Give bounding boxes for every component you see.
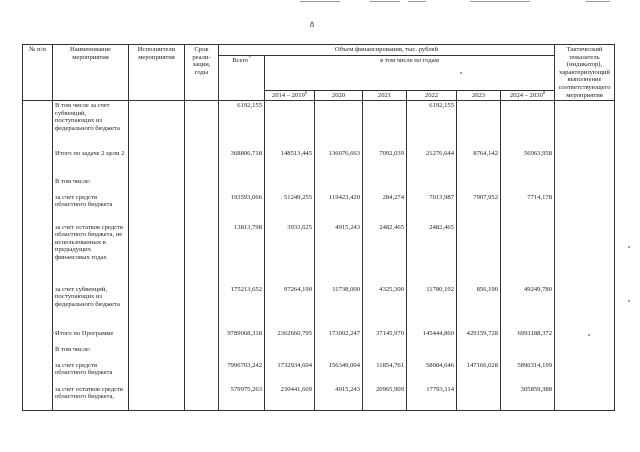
table-row — [23, 345, 615, 361]
cell-name: В том числе: — [53, 345, 129, 361]
cell-y2022: 21276,644 — [407, 149, 457, 177]
cell-y2022: 145444,860 — [407, 329, 457, 345]
cell-num — [23, 193, 53, 223]
cell-num — [23, 177, 53, 193]
cell-term — [185, 285, 219, 329]
header-indicator: Тактический показатель (индикатор), характеризующий выполнение соответствующего мероприятия — [555, 45, 615, 101]
cell-name: за счет средств областного бюджета — [53, 193, 129, 223]
cell-y2022: 11780,192 — [407, 285, 457, 329]
cell-y2022: 7013,987 — [407, 193, 457, 223]
header-year: 2020 — [315, 90, 363, 101]
cell-indicator — [555, 149, 615, 177]
cell-executors — [129, 149, 185, 177]
cell-total: 7996703,242 — [219, 361, 265, 385]
header-volume: Объем финансирования, тыс. рублей — [219, 45, 555, 56]
cell-y2014: 51249,255 — [265, 193, 315, 223]
cell-indicator — [555, 385, 615, 411]
cell-y2021: 2482,465 — [363, 223, 407, 285]
cell-y2024 — [501, 223, 555, 285]
header-num: № п/п — [23, 45, 53, 101]
header-executors: Исполнители мероприятия — [129, 45, 185, 101]
table-row — [23, 101, 615, 149]
cell-y2021: 4325,300 — [363, 285, 407, 329]
table-body — [23, 101, 615, 411]
cell-name: за счет остатков средств областного бюджета, — [53, 385, 129, 411]
cell-total: 368806,718 — [219, 149, 265, 177]
cell-executors — [129, 385, 185, 411]
cell-executors — [129, 361, 185, 385]
cell-y2014: 97264,190 — [265, 285, 315, 329]
cell-y2020: 136076,663 — [315, 149, 363, 177]
cell-y2023: 147166,028 — [457, 361, 501, 385]
cell-y2020: 173002,247 — [315, 329, 363, 345]
cell-y2024: 305859,388 — [501, 385, 555, 411]
cell-y2022: 2482,465 — [407, 223, 457, 285]
cell-y2021 — [363, 177, 407, 193]
cell-num — [23, 101, 53, 149]
cell-term — [185, 101, 219, 149]
cell-y2020: 4915,243 — [315, 223, 363, 285]
cell-y2020 — [315, 345, 363, 361]
cell-term — [185, 223, 219, 285]
header-total: Всего$^7$ — [219, 55, 265, 101]
table-row — [23, 285, 615, 329]
cell-name: за счет остатков средств областного бюджета, не использованных в предыдущих финансовых годах — [53, 223, 129, 285]
page-number: 8 — [310, 20, 314, 29]
cell-indicator — [555, 345, 615, 361]
table-row — [23, 149, 615, 177]
cell-executors — [129, 285, 185, 329]
cell-y2022 — [407, 345, 457, 361]
cell-y2021: 7092,039 — [363, 149, 407, 177]
scan-speck — [52, 332, 54, 334]
cell-y2023 — [457, 385, 501, 411]
cell-y2021: 11854,761 — [363, 361, 407, 385]
cell-y2024: 49249,780 — [501, 285, 555, 329]
cell-term — [185, 149, 219, 177]
header-name: Наименование мероприятия — [53, 45, 129, 101]
cell-y2024 — [501, 101, 555, 149]
cell-executors — [129, 345, 185, 361]
table-row — [23, 193, 615, 223]
cell-y2022 — [407, 177, 457, 193]
cell-y2023 — [457, 101, 501, 149]
cell-name: В том числе за счет субвенций, поступающих из федерального бюджета — [53, 101, 129, 149]
cell-total: 175213,652 — [219, 285, 265, 329]
cell-y2020: 4915,243 — [315, 385, 363, 411]
cell-term — [185, 193, 219, 223]
cell-indicator — [555, 193, 615, 223]
cell-y2022: 6192,155 — [407, 101, 457, 149]
cell-total: 13813,798 — [219, 223, 265, 285]
cell-y2023 — [457, 177, 501, 193]
header-year: 2024 – 2030$^8$ — [501, 90, 555, 101]
cell-num — [23, 361, 53, 385]
cell-total: 579975,263 — [219, 385, 265, 411]
table-row — [23, 329, 615, 345]
header-by-years: в том числе по годам — [265, 55, 555, 90]
cell-num — [23, 385, 53, 411]
cell-term — [185, 177, 219, 193]
cell-indicator — [555, 223, 615, 285]
cell-num — [23, 149, 53, 177]
cell-name: В том числе: — [53, 177, 129, 193]
cell-indicator — [555, 329, 615, 345]
cell-y2014 — [265, 177, 315, 193]
cell-y2024: 5890314,199 — [501, 361, 555, 385]
cell-term — [185, 385, 219, 411]
header-year: 2014 – 2019$^8$ — [265, 90, 315, 101]
cell-y2023 — [457, 345, 501, 361]
cell-executors — [129, 329, 185, 345]
header-year: 2022 — [407, 90, 457, 101]
cell-y2023 — [457, 223, 501, 285]
cell-y2014: 1732934,604 — [265, 361, 315, 385]
cell-y2021 — [363, 345, 407, 361]
table-row — [23, 385, 615, 411]
cell-y2022: 17793,114 — [407, 385, 457, 411]
cell-y2020: 119423,420 — [315, 193, 363, 223]
scan-speck — [460, 72, 462, 74]
table-row — [23, 361, 615, 385]
cell-y2024: 56963,958 — [501, 149, 555, 177]
cell-term — [185, 329, 219, 345]
cell-y2014 — [265, 345, 315, 361]
cell-y2014: 230441,609 — [265, 385, 315, 411]
cell-num — [23, 329, 53, 345]
cell-total — [219, 177, 265, 193]
table-row — [23, 223, 615, 285]
scan-speck — [628, 300, 630, 302]
header-year: 2021 — [363, 90, 407, 101]
cell-total: 6192,155 — [219, 101, 265, 149]
cell-y2024: 6991188,372 — [501, 329, 555, 345]
scan-speck — [588, 334, 590, 336]
cell-num — [23, 345, 53, 361]
cell-y2021: 20965,909 — [363, 385, 407, 411]
cell-y2023: 429159,728 — [457, 329, 501, 345]
cell-num — [23, 285, 53, 329]
header-year: 2023 — [457, 90, 501, 101]
cell-y2014: 148513,445 — [265, 149, 315, 177]
cell-y2020: 11738,000 — [315, 285, 363, 329]
header-row-1 — [23, 45, 615, 56]
cell-name: за счет субвенций, поступающих из федерального бюджета — [53, 285, 129, 329]
cell-y2021: 37145,970 — [363, 329, 407, 345]
cell-num — [23, 223, 53, 285]
cell-executors — [129, 223, 185, 285]
cell-y2021 — [363, 101, 407, 149]
cell-y2020 — [315, 177, 363, 193]
cell-y2014: 2362660,795 — [265, 329, 315, 345]
top-scan-marks — [0, 0, 640, 4]
cell-executors — [129, 193, 185, 223]
cell-y2014 — [265, 101, 315, 149]
cell-indicator — [555, 177, 615, 193]
cell-executors — [129, 177, 185, 193]
cell-name: Итого по Программе — [53, 329, 129, 345]
cell-y2021: 284,274 — [363, 193, 407, 223]
cell-y2023: 7907,952 — [457, 193, 501, 223]
cell-y2022: 58084,646 — [407, 361, 457, 385]
cell-indicator — [555, 101, 615, 149]
cell-name: Итого по задаче 2 цели 2 — [53, 149, 129, 177]
cell-y2023: 856,190 — [457, 285, 501, 329]
cell-total — [219, 345, 265, 361]
cell-name: за счет средств областного бюджета — [53, 361, 129, 385]
cell-y2024: 7714,178 — [501, 193, 555, 223]
scan-speck — [628, 246, 630, 248]
cell-y2020 — [315, 101, 363, 149]
financing-table — [22, 44, 615, 411]
cell-y2020: 156349,004 — [315, 361, 363, 385]
cell-indicator — [555, 285, 615, 329]
table-row — [23, 177, 615, 193]
cell-y2014: 3933,625 — [265, 223, 315, 285]
cell-term — [185, 345, 219, 361]
cell-y2023: 8764,142 — [457, 149, 501, 177]
cell-total: 9789068,318 — [219, 329, 265, 345]
header-term: Срок реали-зации, годы — [185, 45, 219, 101]
cell-term — [185, 361, 219, 385]
cell-total: 193593,066 — [219, 193, 265, 223]
cell-executors — [129, 101, 185, 149]
cell-indicator — [555, 361, 615, 385]
cell-y2024 — [501, 345, 555, 361]
cell-y2024 — [501, 177, 555, 193]
